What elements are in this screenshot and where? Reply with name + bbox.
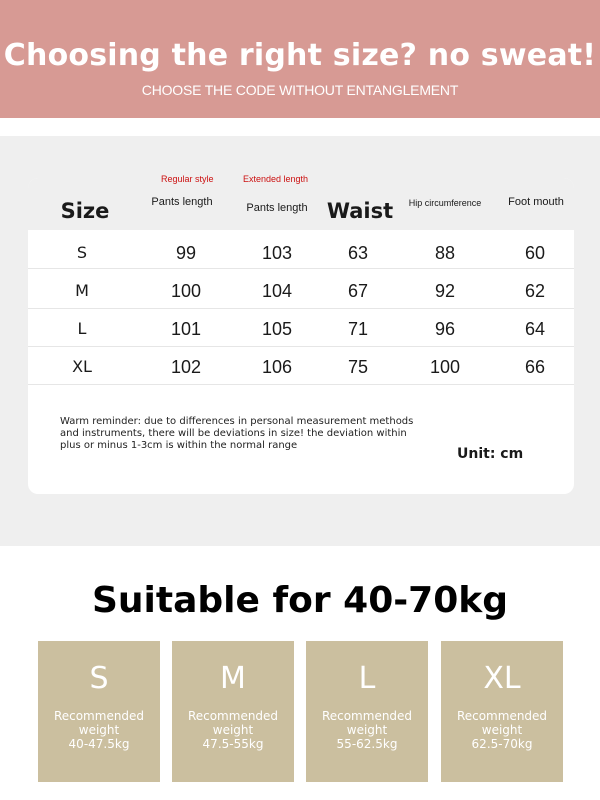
weight-card-range: 55-62.5kg — [336, 737, 398, 751]
weight-card-label: Recommended weight — [53, 709, 145, 737]
weight-card-size: L — [358, 661, 376, 696]
header-waist: Waist — [326, 199, 394, 223]
weight-card-label: Recommended weight — [187, 709, 279, 737]
cell-pants-extended: 104 — [261, 281, 293, 301]
cell-size: XL — [72, 357, 92, 376]
cell-hip: 92 — [434, 281, 456, 301]
weight-card-range: 40-47.5kg — [68, 737, 130, 751]
cell-foot: 64 — [524, 319, 546, 339]
weight-card-m — [172, 641, 294, 782]
weight-card-label: Recommended weight — [321, 709, 413, 737]
cell-pants-extended: 106 — [261, 357, 293, 377]
weight-card-range: 62.5-70kg — [471, 737, 533, 751]
cell-waist: 75 — [347, 357, 369, 377]
cell-hip: 88 — [434, 243, 456, 263]
cell-pants-extended: 105 — [261, 319, 293, 339]
weight-card-label: Recommended weight — [456, 709, 548, 737]
header-pants-length-regular: Pants length — [151, 196, 213, 208]
banner-subtitle: CHOOSE THE CODE WITHOUT ENTANGLEMENT — [141, 82, 459, 98]
warm-reminder: Warm reminder: due to differences in personal measurement methods and instruments, there will be deviations in size! the deviation within plus or minus 1-3cm is within the normal range — [60, 416, 414, 451]
cell-pants-regular: 100 — [170, 281, 202, 301]
cell-size: L — [77, 319, 87, 338]
cell-waist: 71 — [347, 319, 369, 339]
weight-card-xl — [441, 641, 563, 782]
weight-card-s — [38, 641, 160, 782]
row-divider — [28, 268, 574, 269]
header-pants-length-extended: Pants length — [246, 202, 308, 214]
regular-style-note: Regular style — [161, 174, 214, 184]
cell-pants-regular: 102 — [170, 357, 202, 377]
cell-hip: 100 — [429, 357, 461, 377]
cell-foot: 62 — [524, 281, 546, 301]
cell-waist: 67 — [347, 281, 369, 301]
cell-pants-extended: 103 — [261, 243, 293, 263]
header-hip-circumference: Hip circumference — [408, 198, 482, 208]
header-size: Size — [60, 199, 110, 223]
cell-pants-regular: 99 — [175, 243, 197, 263]
row-divider — [28, 308, 574, 309]
cell-foot: 66 — [524, 357, 546, 377]
suitable-weight-title: Suitable for 40-70kg — [92, 580, 508, 621]
banner-title: Choosing the right size? no sweat! — [3, 38, 597, 73]
cell-size: M — [75, 281, 89, 300]
cell-foot: 60 — [524, 243, 546, 263]
row-divider — [28, 384, 574, 385]
unit-label: Unit: cm — [457, 446, 524, 462]
weight-card-l — [306, 641, 428, 782]
cell-pants-regular: 101 — [170, 319, 202, 339]
header-banner — [0, 0, 600, 118]
weight-card-range: 47.5-55kg — [202, 737, 264, 751]
extended-length-note: Extended length — [243, 174, 309, 184]
cell-waist: 63 — [347, 243, 369, 263]
weight-card-size: S — [89, 661, 109, 696]
weight-card-size: XL — [483, 661, 521, 696]
cell-size: S — [76, 243, 88, 262]
row-divider — [28, 346, 574, 347]
weight-card-size: M — [220, 661, 246, 696]
cell-hip: 96 — [434, 319, 456, 339]
header-foot-mouth: Foot mouth — [508, 196, 564, 208]
